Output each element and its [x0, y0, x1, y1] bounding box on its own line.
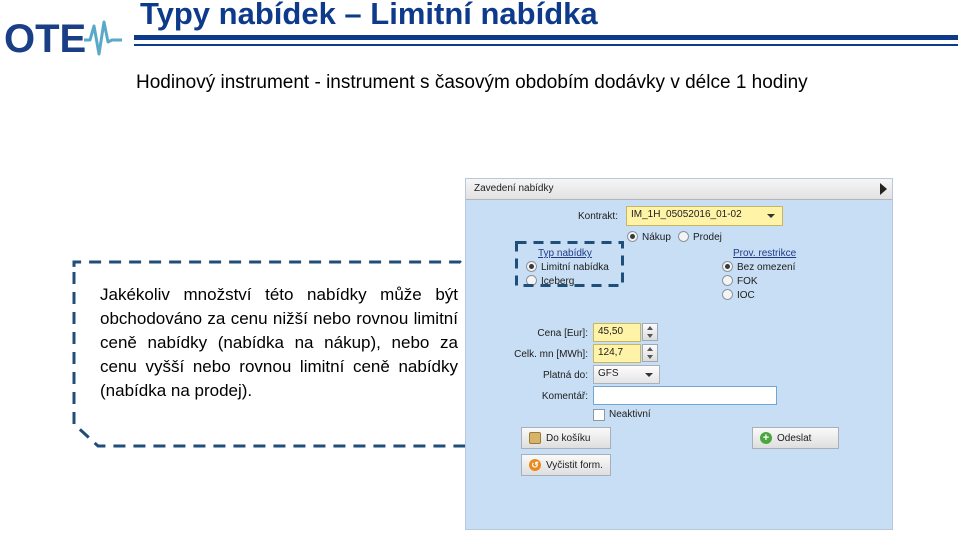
price-input[interactable] [593, 323, 641, 342]
send-button[interactable] [752, 427, 839, 449]
radio-buy-label: Nákup [642, 232, 671, 243]
page-subtitle: Hodinový instrument - instrument s časovým obdobím dodávky v délce 1 hodiny [136, 72, 808, 93]
clear-form-label: Vyčistit form. [546, 460, 603, 471]
chevron-down-icon [767, 214, 775, 218]
callout-text: Jakékoliv množství této nabídky může být obchodováno za cenu nižší nebo rovnou limitní ceně nabídky (nabídka na nákup), nebo za cenu vyšší nebo rovnou limitní ceně nabídky (nabídka na prodej). [100, 285, 458, 400]
radio-sell-label: Prodej [693, 232, 722, 243]
price-label: Cena [Eur]: [537, 328, 588, 339]
radio-no-restriction[interactable] [722, 261, 733, 272]
header-rule [134, 35, 958, 40]
basket-icon [529, 432, 541, 444]
radio-ioc-label: IOC [737, 290, 755, 301]
valid-until-label: Platná do: [542, 370, 588, 381]
ote-logo [4, 12, 126, 60]
valid-until-select[interactable] [593, 365, 660, 384]
panel-header [466, 179, 892, 200]
panel-title: Zavedení nabídky [474, 183, 554, 194]
comment-input[interactable] [593, 386, 777, 405]
page-title: Typy nabídek – Limitní nabídka [140, 0, 598, 31]
radio-ioc[interactable] [722, 289, 733, 300]
radio-iceberg-label: Iceberg [541, 276, 575, 287]
radio-no-restriction-label: Bez omezení [737, 262, 796, 273]
contract-value: IM_1H_05052016_01-02 [631, 209, 742, 220]
plus-icon: + [760, 432, 772, 444]
quantity-value: 124,7 [598, 347, 624, 358]
price-stepper[interactable] [642, 323, 658, 341]
comment-label: Komentář: [541, 391, 588, 402]
price-value: 45,50 [598, 326, 624, 337]
add-to-basket-label: Do košíku [546, 433, 591, 444]
offer-entry-panel [465, 178, 893, 530]
collapse-arrow-icon[interactable] [880, 183, 887, 195]
quantity-stepper[interactable] [642, 344, 658, 362]
contract-select[interactable] [626, 206, 783, 226]
quantity-label: Celk. mn [MWh]: [514, 349, 588, 360]
clear-form-button[interactable] [521, 454, 611, 476]
chevron-down-icon [645, 373, 653, 377]
inactive-label: Neaktivní [609, 409, 651, 420]
inactive-checkbox[interactable] [593, 409, 605, 421]
offer-type-heading: Typ nabídky [538, 248, 592, 259]
radio-limit-offer-label: Limitní nabídka [541, 262, 609, 273]
valid-until-value: GFS [598, 368, 619, 379]
offer-type-highlight [515, 241, 624, 287]
refresh-icon: ↺ [529, 459, 541, 471]
send-label: Odeslat [777, 433, 812, 444]
contract-label: Kontrakt: [577, 211, 618, 222]
radio-sell[interactable] [678, 231, 689, 242]
radio-fok[interactable] [722, 275, 733, 286]
radio-fok-label: FOK [737, 276, 758, 287]
header-rule-thin [134, 44, 958, 46]
svg-text:OTE: OTE [4, 17, 87, 60]
restriction-heading: Prov. restrikce [733, 248, 797, 259]
radio-buy[interactable] [627, 231, 638, 242]
add-to-basket-button[interactable] [521, 427, 611, 449]
quantity-input[interactable] [593, 344, 641, 363]
